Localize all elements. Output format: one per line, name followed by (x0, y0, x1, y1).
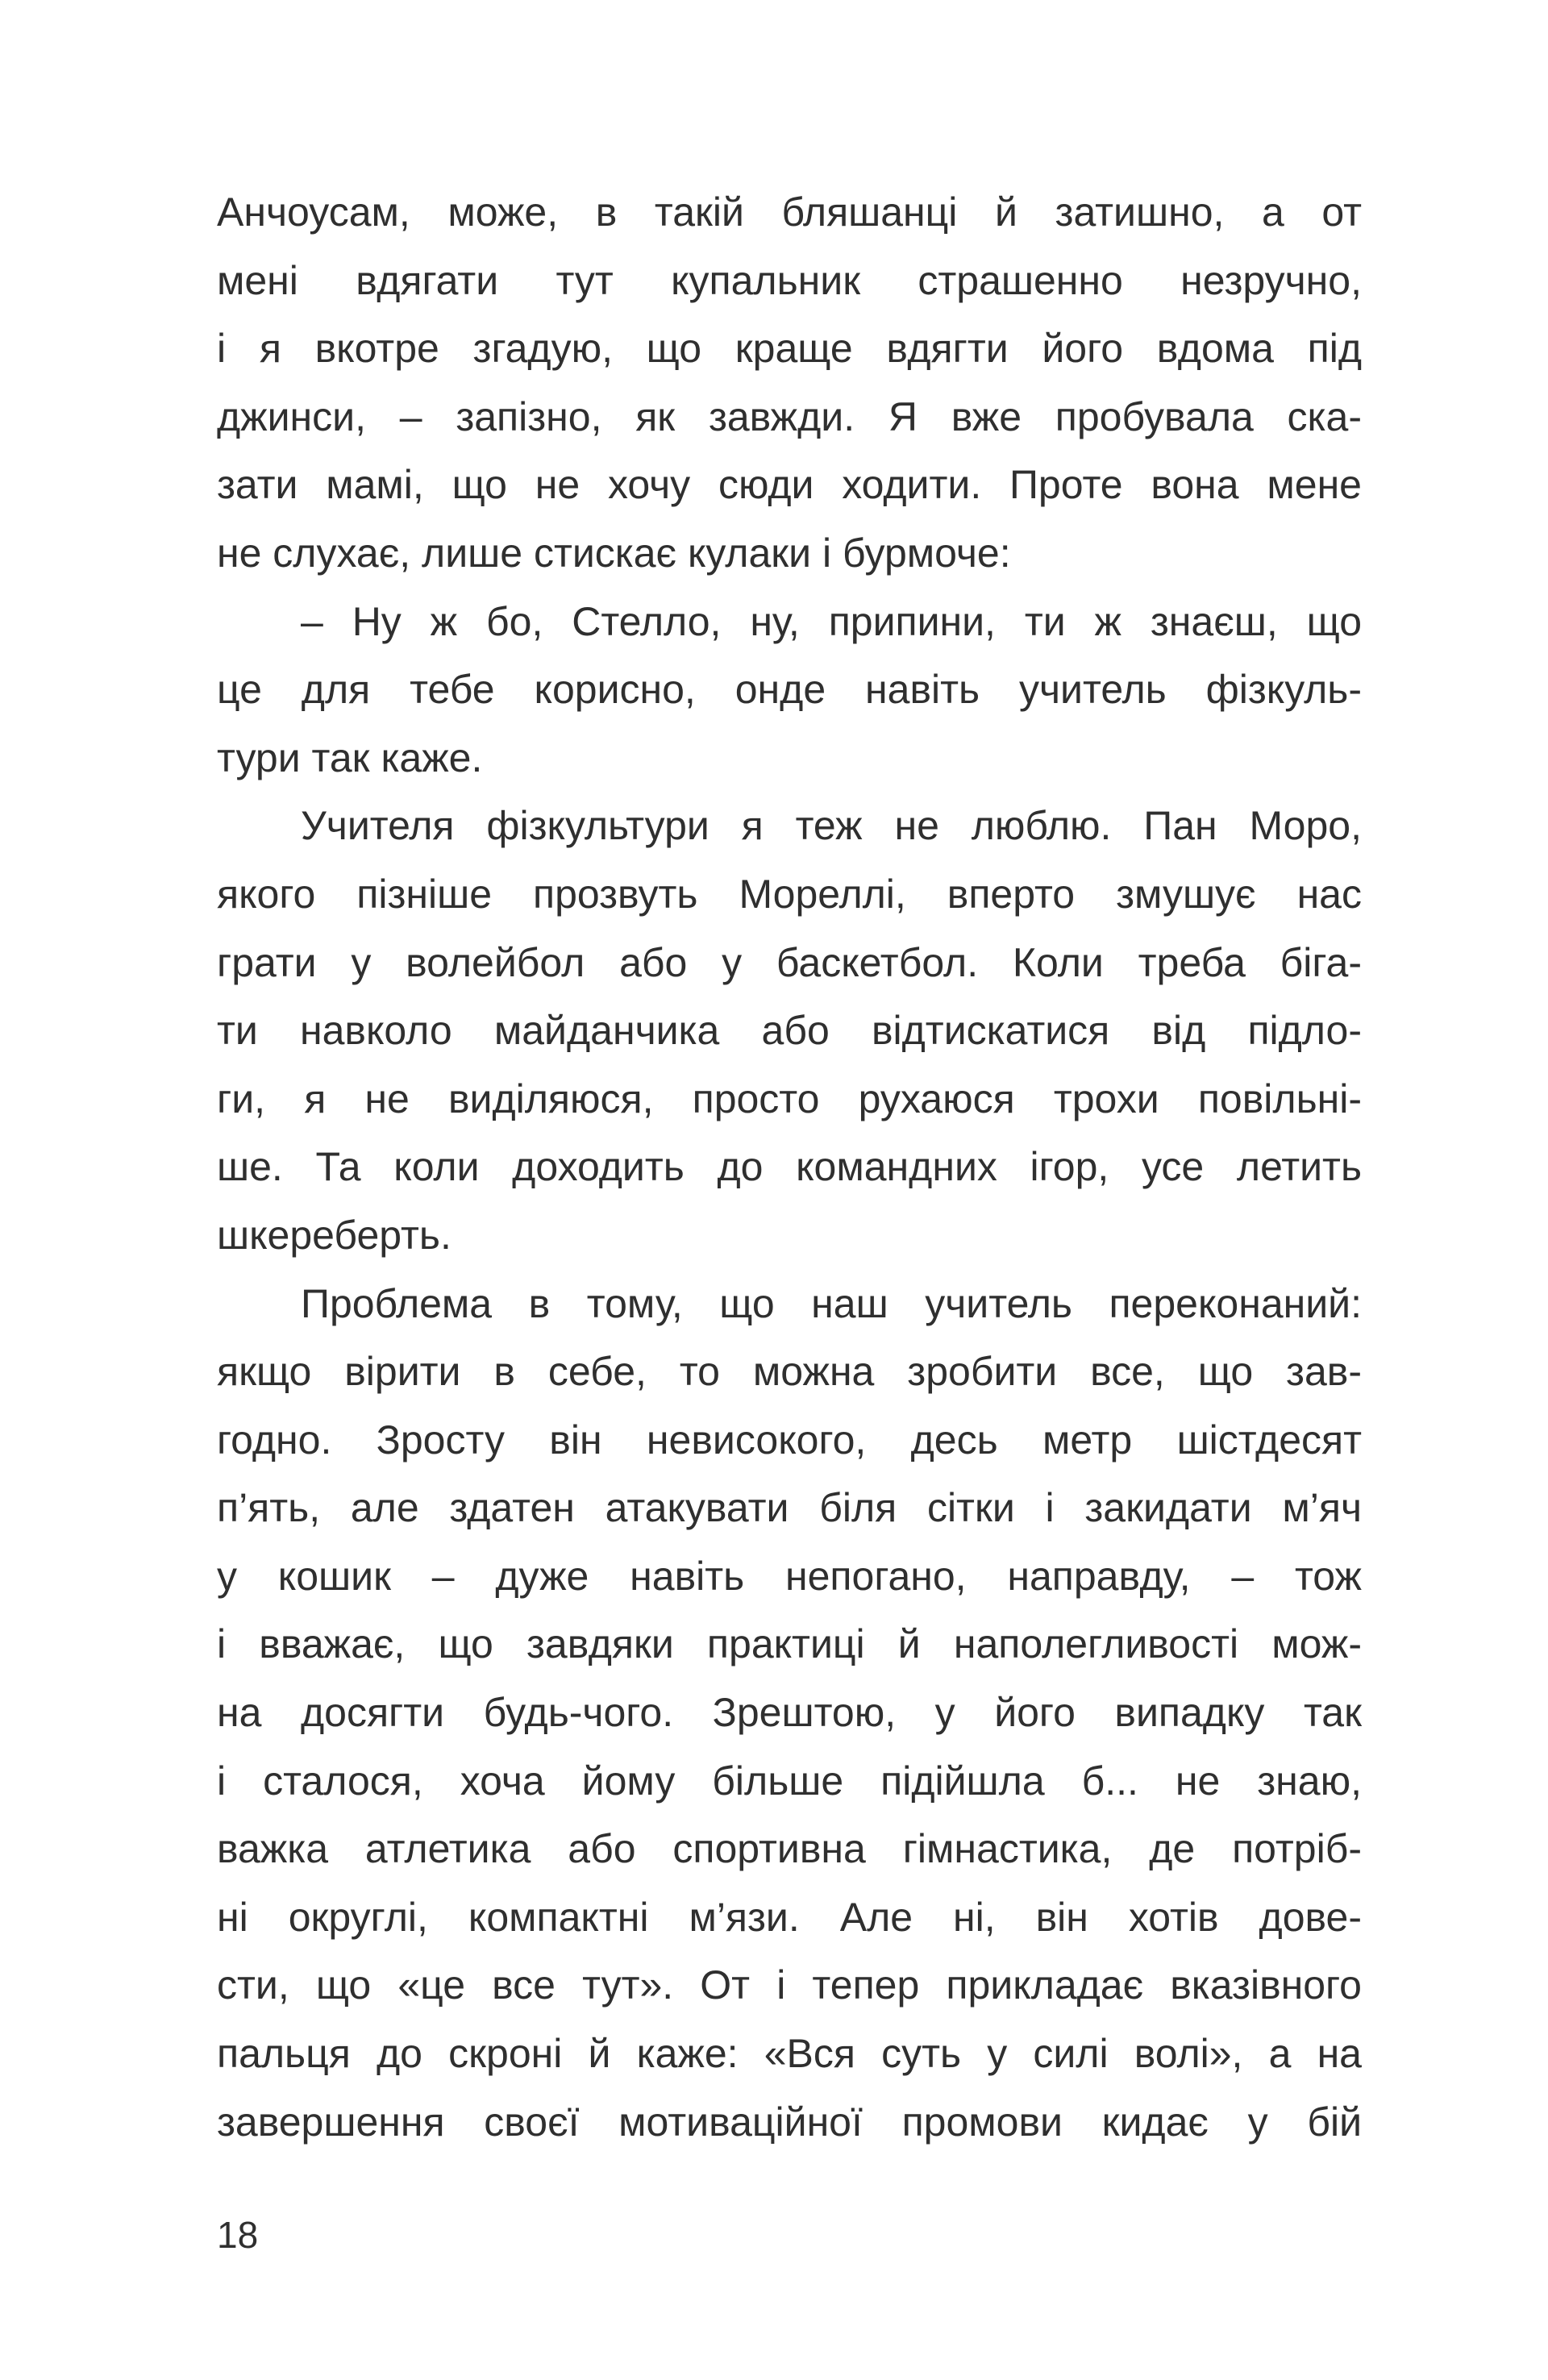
text-line: і вважає, що завдяки практиці й наполегливості мож- (217, 1621, 1362, 1667)
text-line: і я вкотре згадую, що краще вдягти його вдома під (217, 326, 1362, 372)
text-line: ні округлі, компактні м’язи. Але ні, він хотів дове- (217, 1894, 1362, 1940)
text-line: Анчоусам, може, в такій бляшанці й затишно, а от (217, 189, 1362, 235)
text-line: сти, що «це все тут». От і тепер прикладає вказівного (217, 1962, 1362, 2008)
page-number: 18 (217, 2214, 259, 2256)
paragraph (217, 1270, 1362, 2157)
text-line: мені вдягати тут купальник страшенно незручно, (217, 257, 1362, 303)
text-line: джинси, – запізно, як завжди. Я вже пробувала ска- (217, 393, 1362, 439)
paragraph (217, 588, 1362, 793)
book-page-text (217, 178, 1362, 2156)
text-line: завершення своєї мотиваційної промови кидає у бій (217, 2099, 1362, 2145)
text-line: Учителя фізкультури я теж не люблю. Пан Моро, (301, 803, 1362, 849)
text-line: ти навколо майданчика або відтискатися від підло- (217, 1008, 1362, 1054)
text-line: – Ну ж бо, Стелло, ну, припини, ти ж знаєш, що (301, 598, 1362, 644)
text-line: тури так каже. (217, 734, 483, 780)
text-line: якого пізніше прозвуть Мореллі, вперто змушує нас (217, 871, 1362, 917)
text-line: шкереберть. (217, 1212, 452, 1258)
text-line: пальця до скроні й каже: «Вся суть у силі волі», а на (217, 2031, 1362, 2077)
text-line: п’ять, але здатен атакувати біля сітки і закидати м’яч (217, 1485, 1362, 1531)
text-line: і сталося, хоча йому більше підійшла б... не знаю, (217, 1758, 1362, 1804)
text-line: це для тебе корисно, онде навіть учитель фізкуль- (217, 667, 1362, 713)
text-line: зати мамі, що не хочу сюди ходити. Проте вона мене (217, 462, 1362, 508)
text-line: годно. Зросту він невисокого, десь метр шістдесят (217, 1417, 1362, 1463)
text-line: на досягти будь-чого. Зрештою, у його випадку так (217, 1690, 1362, 1736)
text-line: ше. Та коли доходить до командних ігор, усе летить (217, 1144, 1362, 1190)
text-line: важка атлетика або спортивна гімнастика, де потріб- (217, 1826, 1362, 1872)
text-line: грати у волейбол або у баскетбол. Коли треба біга- (217, 939, 1362, 985)
text-line: у кошик – дуже навіть непогано, направду, – тож (217, 1553, 1362, 1599)
text-line: Проблема в тому, що наш учитель переконаний: (301, 1280, 1362, 1326)
paragraph (217, 792, 1362, 1269)
text-line: ги, я не виділяюся, просто рухаюся трохи повільні- (217, 1076, 1362, 1121)
text-line: не слухає, лише стискає кулаки і бурмоче: (217, 530, 1011, 576)
text-line: якщо вірити в себе, то можна зробити все, що зав- (217, 1349, 1362, 1395)
paragraph (217, 178, 1362, 588)
